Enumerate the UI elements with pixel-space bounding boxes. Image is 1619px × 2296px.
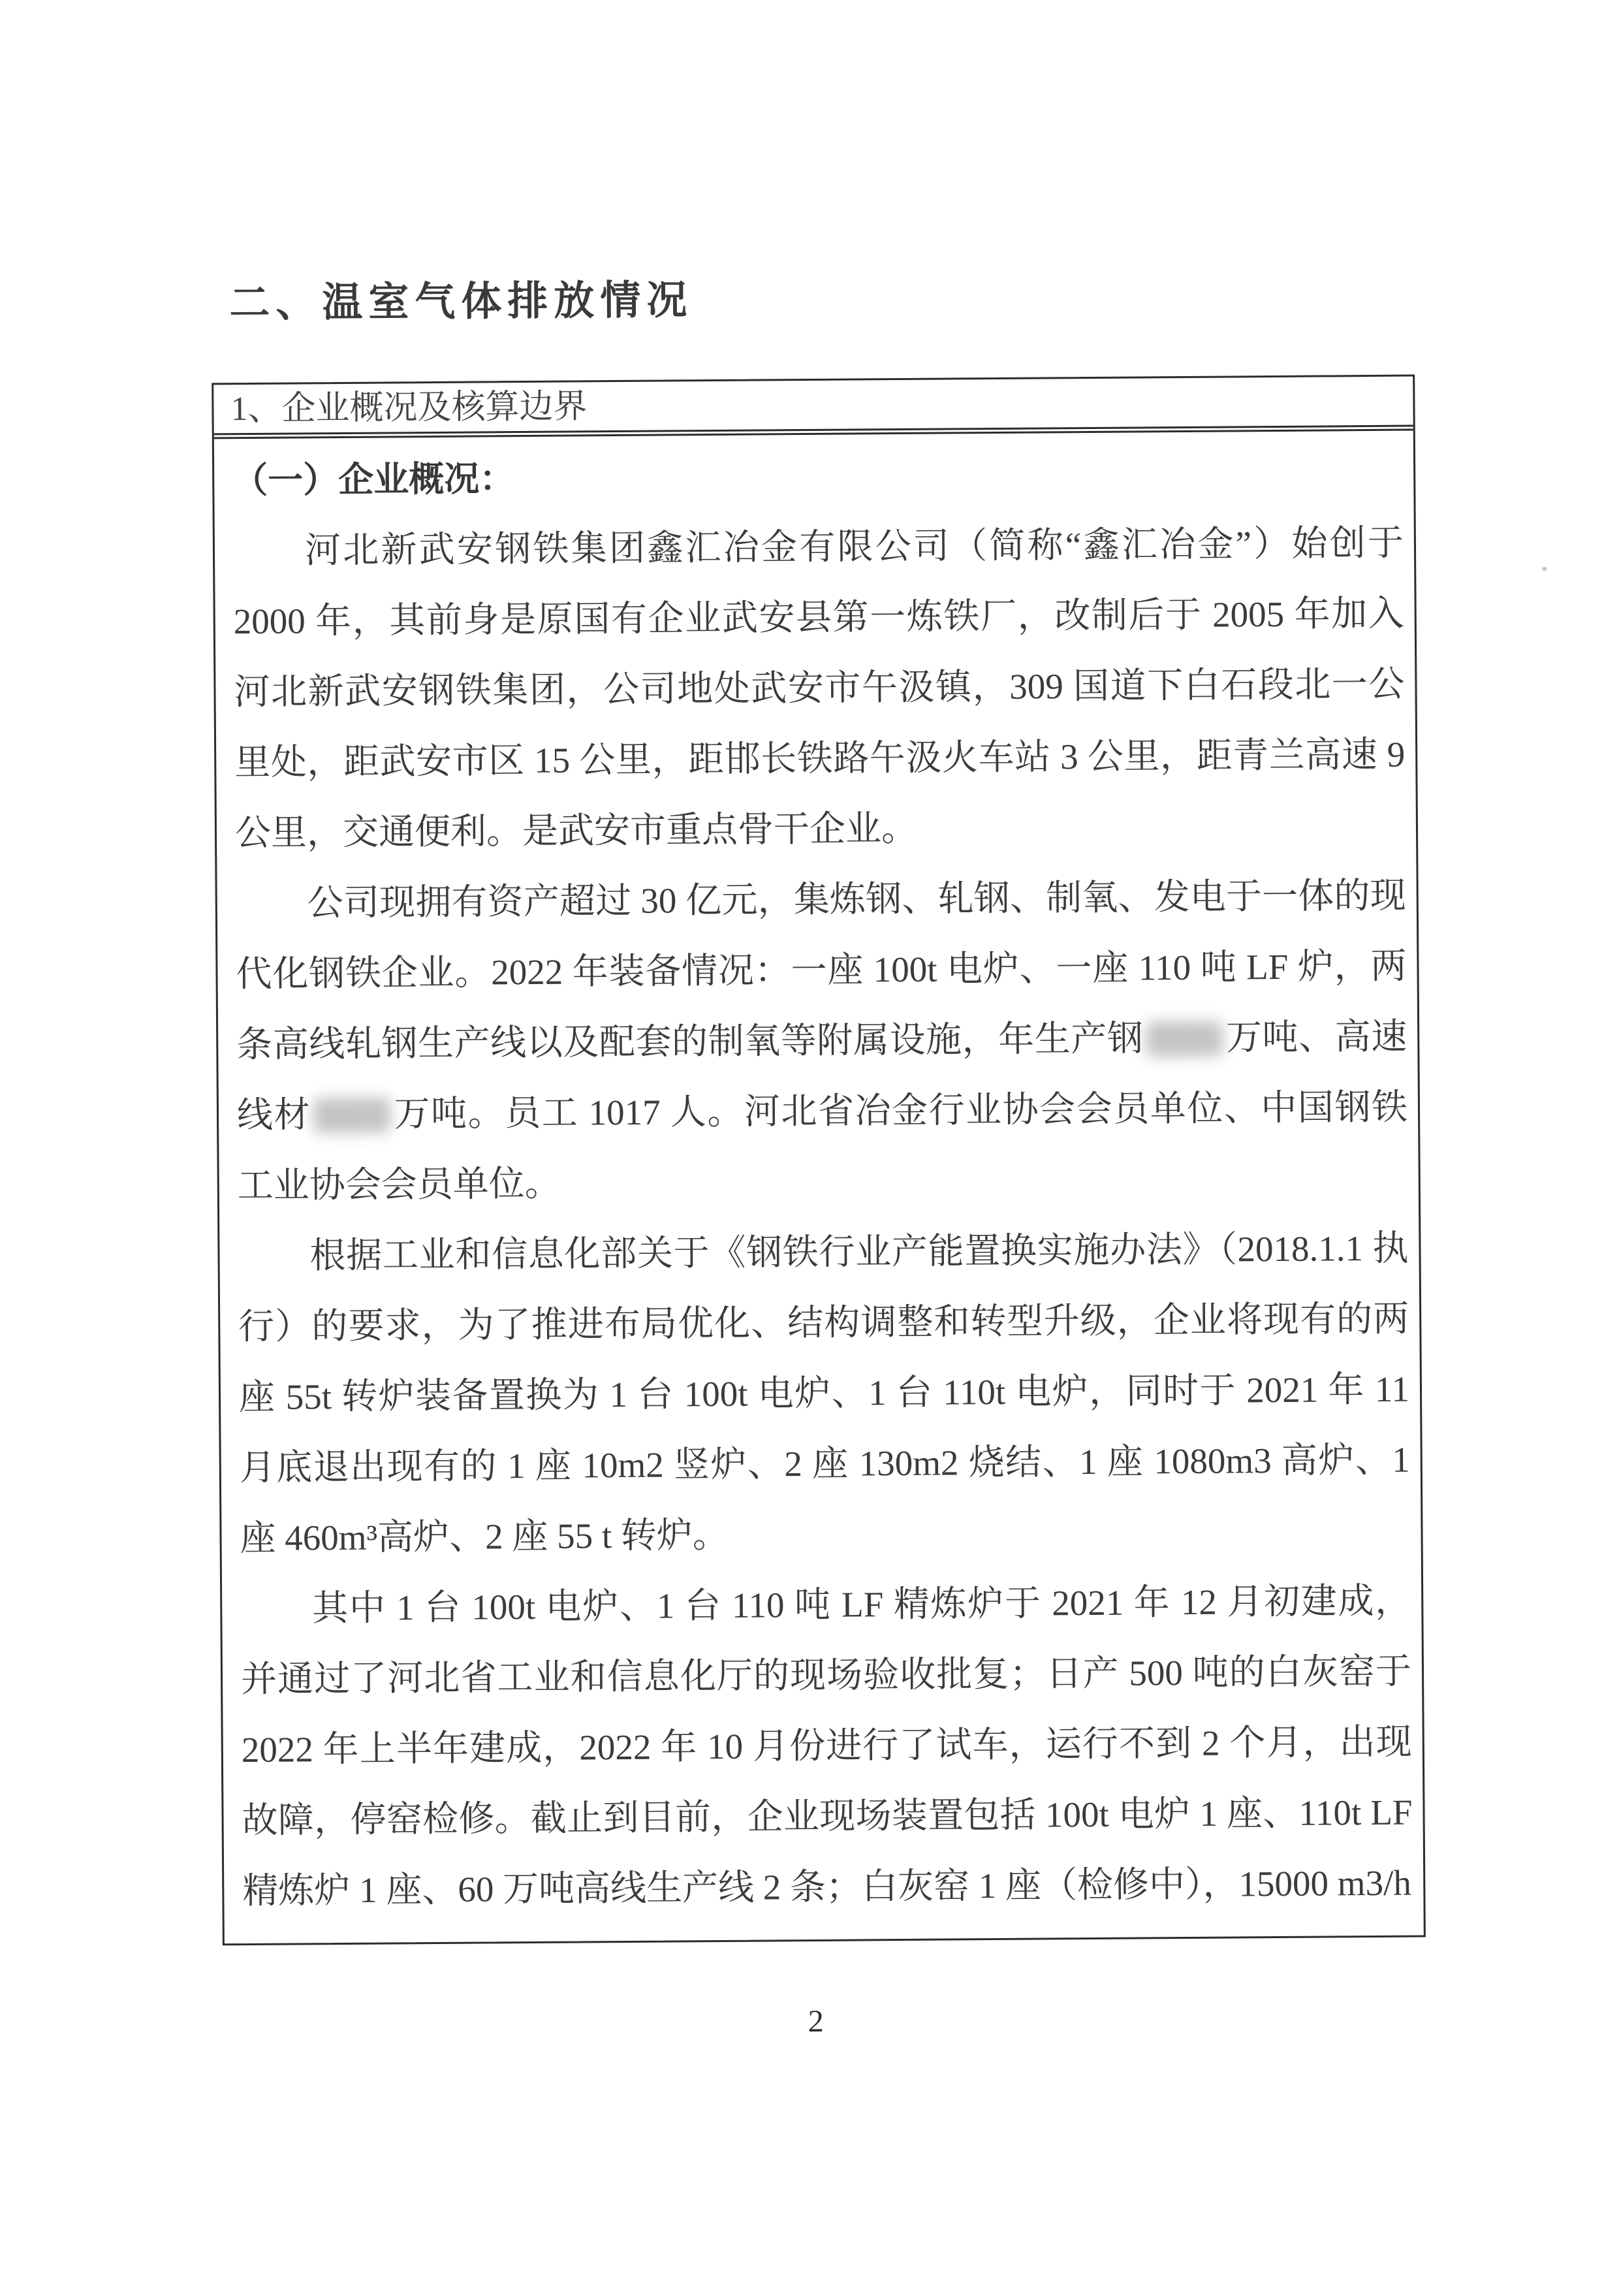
- paragraph-text: 河北新武安钢铁集团鑫汇冶金有限公司（简称“鑫汇冶金”）始创于 2000 年，其前身是原国有企业武安县第一炼铁厂，改制后于 2005 年加入河北新武安钢铁集团，公司地处武安市午汲镇，309 国道下白石段北一公里处，距武安市区 15 公里，距邯长铁路午汲火车站 3 公里，距青兰高速 9 公里，交通便利。是武安市重点骨干企业。: [233, 522, 1406, 853]
- paragraph-text: 公司现拥有资产超过 30 亿元，集炼钢、轧钢、制氧、发电于一体的现代化钢铁企业。2022 年装备情况：一座 100t 电炉、一座 110 吨 LF 炉，两条高线轧钢生产线以及配套的制氧等附属设施，年生产钢: [236, 875, 1407, 1065]
- table-body-cell: [214, 431, 1424, 1944]
- paragraph: [238, 1213, 1411, 1574]
- scan-speck: [1542, 567, 1547, 571]
- paragraph: [233, 508, 1406, 869]
- paragraph: [240, 1566, 1413, 1927]
- paragraph-text: 万吨、高速线材: [236, 1016, 1407, 1136]
- paragraph: [235, 861, 1408, 1222]
- redacted-blur: [313, 1097, 390, 1133]
- table-header-row: 1、企业概况及核算边界: [213, 377, 1413, 439]
- paragraph-text: 根据工业和信息化部关于《钢铁行业产能置换实施办法》（2018.1.1 执行）的要求，为了推进布局优化、结构调整和转型升级，企业将现有的两座 55t 转炉装备置换为 1 台 100t 电炉、1 台 110t 电炉，同时于 2021 年 11 月底退出现有的 1 座 10m2 竖炉、2 座 130m2 烧结、1 座 1080m3 高炉、1 座 460m³高炉、2 座 55 t 转炉。: [238, 1228, 1410, 1559]
- overview-table: [212, 374, 1426, 1945]
- page-number: 2: [808, 2003, 824, 2039]
- paragraphs: [233, 508, 1413, 1926]
- subsection-title: （一）企业概况：: [232, 459, 515, 501]
- redacted-blur: [1146, 1021, 1223, 1057]
- section-heading: 二、温室气体排放情况: [229, 278, 693, 327]
- paragraph-text: 万吨。员工 1017 人。河北省冶金行业协会会员单位、中国钢铁工业协会会员单位。: [237, 1087, 1408, 1206]
- paragraph-text: 其中 1 台 100t 电炉、1 台 110 吨 LF 精炼炉于 2021 年 12 月初建成，并通过了河北省工业和信息化厅的现场验收批复；日产 500 吨的白灰窑于 2022 年上半年建成，2022 年 10 月份进行了试车，运行不到 2 个月，出现故障，停窑检修。截止到目前，企业现场装置包括 100t 电炉 1 座、110t LF 精炼炉 1 座、60 万吨高线生产线 2 条；白灰窑 1 座（检修中），15000 m3/h: [240, 1580, 1413, 1911]
